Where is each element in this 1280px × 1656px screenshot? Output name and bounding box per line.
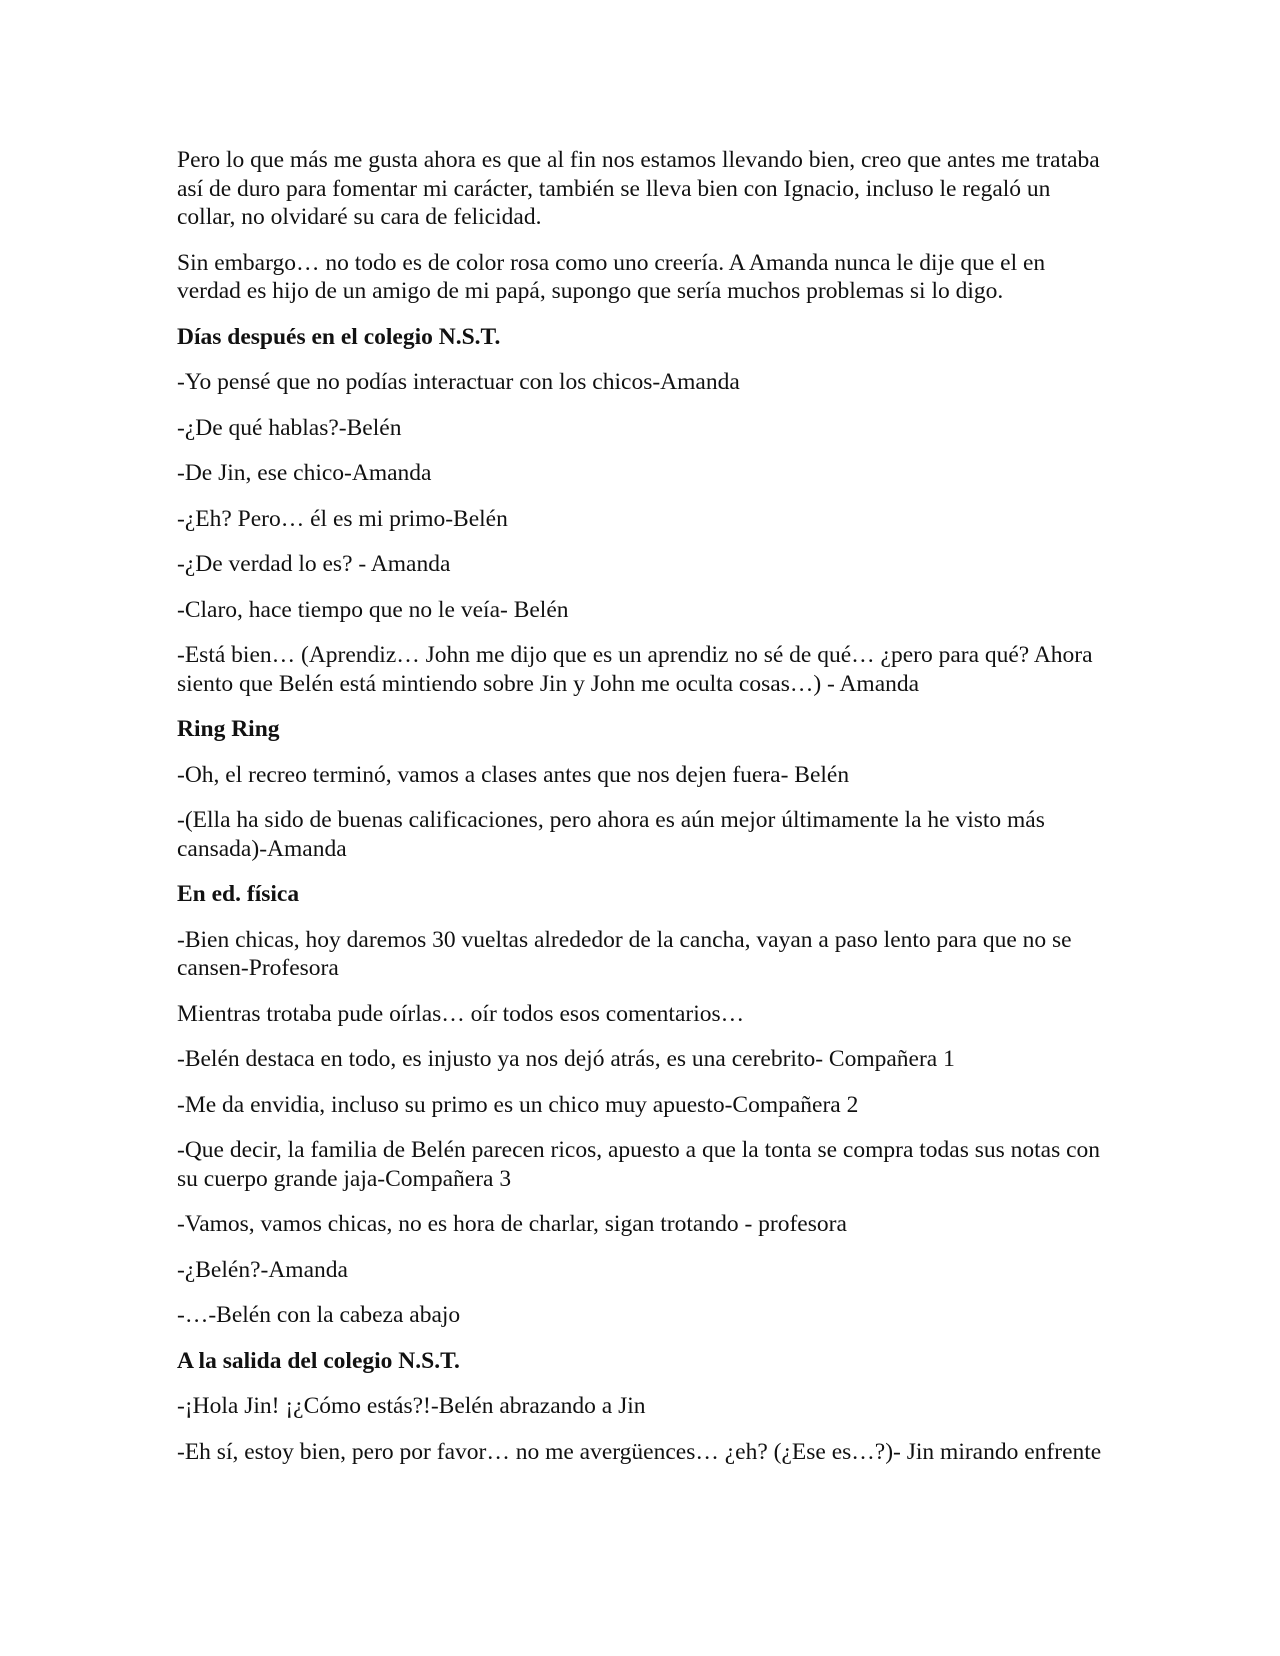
dialogue-line: -…-Belén con la cabeza abajo: [177, 1302, 461, 1328]
section-heading: Ring Ring: [177, 716, 280, 742]
section-heading: Días después en el colegio N.S.T.: [177, 323, 501, 350]
document-page: [177, 146, 1107, 1483]
dialogue-line: -Oh, el recreo terminó, vamos a clases antes que nos dejen fuera- Belén: [177, 761, 850, 788]
dialogue-line: -Vamos, vamos chicas, no es hora de charlar, sigan trotando - profesora: [177, 1211, 847, 1237]
dialogue-line: -De Jin, ese chico-Amanda: [177, 460, 432, 486]
dialogue-line: -Eh sí, estoy bien, pero por favor… no me avergüences… ¿eh? (¿Ese es…?)- Jin mirando enfrente: [177, 1438, 1102, 1465]
dialogue-line: -(Ella ha sido de buenas calificaciones, pero ahora es aún mejor últimamente la he visto más cansada)-Amanda: [177, 807, 1045, 862]
dialogue-line: -Belén destaca en todo, es injusto ya nos dejó atrás, es una cerebrito- Compañera 1: [177, 1046, 955, 1072]
dialogue-line: -Bien chicas, hoy daremos 30 vueltas alrededor de la cancha, vayan a paso lento para que no se cansen-Profesora: [177, 926, 1072, 981]
dialogue-line: -Claro, hace tiempo que no le veía- Belén: [177, 596, 569, 623]
paragraph: Sin embargo… no todo es de color rosa como uno creería. A Amanda nunca le dije que el en verdad es hijo de un amigo de mi papá, supongo que sería muchos problemas si lo digo.: [177, 249, 1046, 304]
dialogue-line: -¿De qué hablas?-Belén: [177, 414, 402, 441]
dialogue-line: -¡Hola Jin! ¡¿Cómo estás?!-Belén abrazando a Jin: [177, 1393, 646, 1419]
dialogue-line: -Me da envidia, incluso su primo es un chico muy apuesto-Compañera 2: [177, 1091, 859, 1118]
dialogue-line: -Está bien… (Aprendiz… John me dijo que es un aprendiz no sé de qué… ¿pero para qué? Ahora siento que Belén está mintiendo sobre Jin y John me oculta cosas…) - Amanda: [177, 642, 1093, 697]
paragraph: Mientras trotaba pude oírlas… oír todos esos comentarios…: [177, 1000, 745, 1027]
dialogue-line: -Yo pensé que no podías interactuar con los chicos-Amanda: [177, 369, 740, 395]
dialogue-line: -¿De verdad lo es? - Amanda: [177, 551, 451, 577]
section-heading: A la salida del colegio N.S.T.: [177, 1347, 460, 1374]
paragraph: Pero lo que más me gusta ahora es que al fin nos estamos llevando bien, creo que antes me trataba así de duro para fomentar mi carácter, también se lleva bien con Ignacio, incluso le regaló un collar, no olvidaré su cara de felicidad.: [177, 147, 1100, 230]
dialogue-line: -¿Belén?-Amanda: [177, 1256, 348, 1283]
dialogue-line: -¿Eh? Pero… él es mi primo-Belén: [177, 505, 508, 532]
dialogue-line: -Que decir, la familia de Belén parecen ricos, apuesto a que la tonta se compra todas sus notas con su cuerpo grande jaja-Compañera 3: [177, 1137, 1101, 1192]
section-heading: En ed. física: [177, 881, 300, 907]
